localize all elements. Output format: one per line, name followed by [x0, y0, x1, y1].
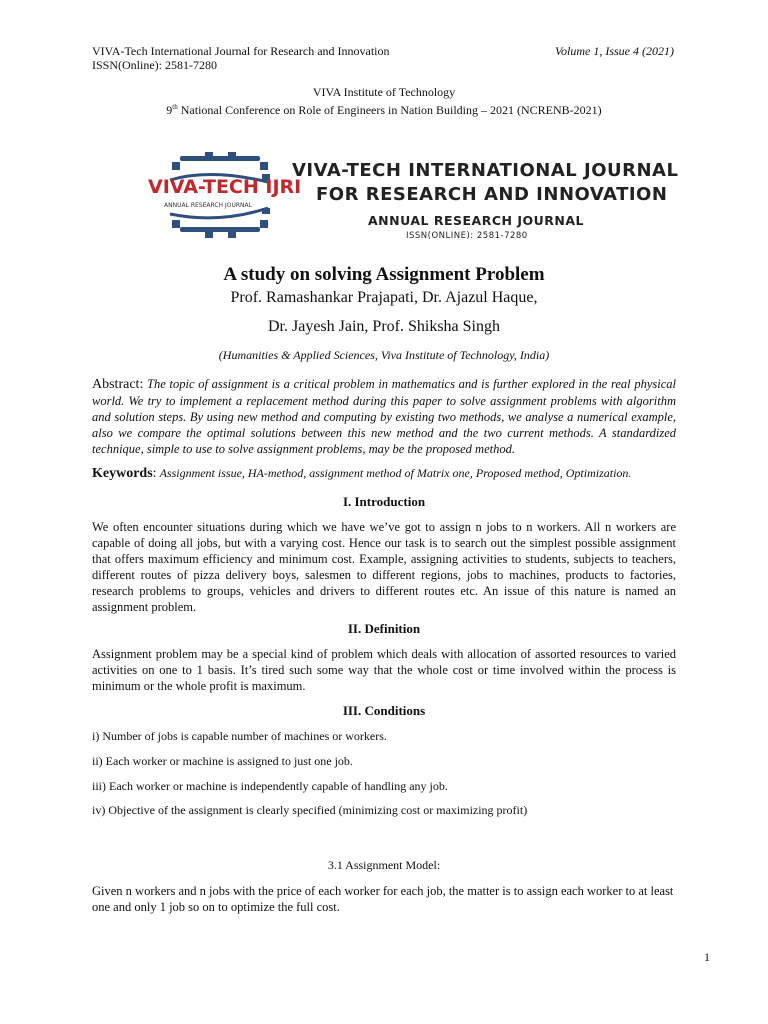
abstract-text: The topic of assignment is a critical problem in mathematics and is further explored in the real physical world. We try to implement a replacement method during this paper to solve assignment problems with algorithm and solution steps. By using new method and computing by existing two methods, we analyse a numerical example, also we compare the optimal solutions between this new method and the two current methods. A standardized technique, simple to use to solve assignment problems, may be the proposed method.	[92, 377, 677, 456]
abstract	[92, 376, 676, 457]
journal-name: VIVA-Tech International Journal for Research and Innovation	[92, 44, 390, 58]
subsection-assignment-model-heading: 3.1 Assignment Model:	[327, 858, 441, 872]
condition-item: ii) Each worker or machine is assigned to just one job.	[92, 754, 353, 768]
definition-text: Assignment problem may be a special kind of problem which deals with allocation of assorted resources to varied activities on one to 1 basis. It’s tired such some way that the whole cost or time involved within the process is minimum or the whole profit is maximum.	[92, 647, 676, 693]
condition-item: iv) Objective of the assignment is clearly specified (minimizing cost or maximizing profit)	[92, 803, 528, 817]
authors-line2: Dr. Jayesh Jain, Prof. Shiksha Singh	[268, 318, 500, 335]
assignment-model-text: Given n workers and n jobs with the price of each worker for each job, the matter is to assign each worker to at least one and only 1 job so on to optimize the full cost.	[92, 884, 674, 914]
page-number: 1	[704, 950, 710, 964]
logo-text: VIVA-TECH IJRI	[148, 176, 302, 198]
banner-subtitle: ANNUAL RESEARCH JOURNAL	[368, 213, 584, 228]
conference-title: National Conference on Role of Engineers in Nation Building – 2021 (NCRENB-2021)	[177, 103, 602, 117]
banner-title-line2: FOR RESEARCH AND INNOVATION	[316, 184, 668, 205]
journal-logo	[148, 150, 302, 242]
section-introduction-heading: I. Introduction	[342, 494, 426, 509]
introduction-text: We often encounter situations during which we have we’ve got to assign n jobs to n workers. All n workers are capable of doing all jobs, but with a varying cost. Hence our task is to search out the simplest possible assignment that offers maximum efficiency and minimum cost. Example, assigning activities to students, subjects to teachers, different routes of pizza delivery boys, salesmen to different regions, jobs to machines, products to factories, research problems to groups, vehicles and drivers to different routes etc. An issue of this nature is named an assignment problem.	[92, 520, 676, 614]
keywords-text: Assignment issue, HA-method, assignment method of Matrix one, Proposed method, Optimization.	[159, 466, 632, 480]
keywords	[92, 466, 692, 482]
condition-item: i) Number of jobs is capable number of machines or workers.	[92, 729, 387, 743]
paper-title: A study on solving Assignment Problem	[223, 264, 545, 285]
issn: ISSN(Online): 2581-7280	[92, 58, 217, 72]
conference-ordinal: th	[172, 103, 178, 111]
volume-issue: Volume 1, Issue 4 (2021)	[555, 44, 674, 58]
authors-line1: Prof. Ramashankar Prajapati, Dr. Ajazul Haque,	[230, 289, 538, 306]
abstract-label: Abstract	[92, 377, 140, 392]
abstract-colon: :	[139, 377, 144, 392]
section-definition-heading: II. Definition	[347, 621, 421, 636]
conference-number: 9	[166, 103, 173, 117]
keywords-label: Keywords	[92, 466, 153, 481]
logo-subtext: ANNUAL RESEARCH JOURNAL	[164, 202, 252, 209]
banner-issn: ISSN(ONLINE): 2581-7280	[406, 231, 528, 241]
keywords-colon: :	[152, 466, 157, 481]
conference-name	[0, 100, 768, 118]
institute-name: VIVA Institute of Technology	[312, 85, 456, 99]
section-conditions-heading: III. Conditions	[342, 703, 426, 718]
condition-item: iii) Each worker or machine is independently capable of handling any job.	[92, 779, 448, 793]
banner-title-line1: VIVA-TECH INTERNATIONAL JOURNAL	[292, 160, 679, 181]
affiliation: (Humanities & Applied Sciences, Viva Institute of Technology, India)	[218, 348, 550, 362]
